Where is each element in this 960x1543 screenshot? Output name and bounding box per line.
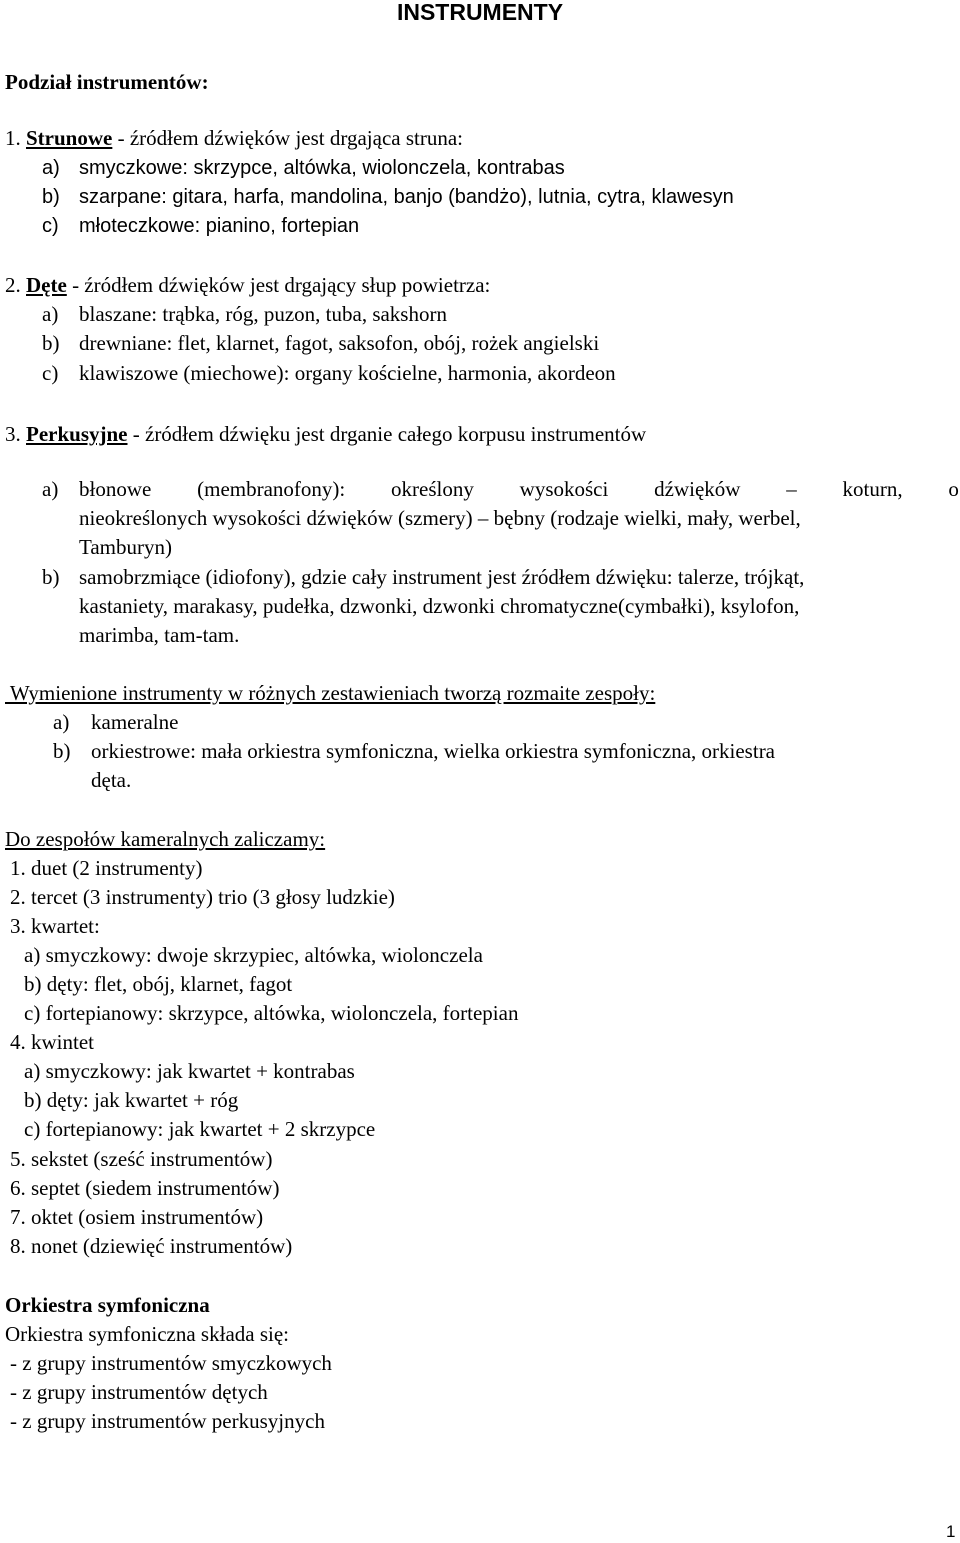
item-text: drewniane: flet, klarnet, fagot, saksofon, obój, rożek angielski: [79, 331, 600, 355]
chamber-line: 1. duet (2 instrumenty): [10, 856, 203, 880]
group-2-desc: - źródłem dźwięków jest drgający słup powietrza:: [66, 273, 491, 297]
item-text: smyczkowe: skrzypce, altówka, wiolonczela, kontrabas: [79, 157, 565, 179]
orchestra-heading: Orkiestra symfoniczna: [5, 1293, 210, 1317]
word: dźwięków: [654, 477, 741, 501]
item-label: c): [42, 361, 59, 385]
group-3-item-b-label: b): [42, 565, 60, 589]
ensembles-item-a-label: a): [53, 710, 70, 734]
item-text: klawiszowe (miechowe): organy kościelne, harmonia, akordeon: [79, 361, 616, 385]
group-1-number: 1.: [5, 126, 21, 150]
ensembles-item-b-line2: dęta.: [91, 768, 132, 792]
item-text: szarpane: gitara, harfa, mandolina, banjo (bandżo), lutnia, cytra, klawesyn: [79, 186, 734, 208]
orchestra-line: - z grupy instrumentów perkusyjnych: [10, 1409, 325, 1433]
group-1-header: [5, 128, 463, 149]
item-label: a): [42, 157, 60, 179]
chamber-line: 3. kwartet:: [10, 914, 100, 938]
orchestra-line: - z grupy instrumentów dętych: [10, 1380, 268, 1404]
item-label: a): [42, 302, 59, 326]
orchestra-line: - z grupy instrumentów smyczkowych: [10, 1351, 332, 1375]
item-label: b): [42, 331, 60, 355]
group-1-name: Strunowe: [26, 126, 113, 150]
group-3-item-b-line2: kastaniety, marakasy, pudełka, dzwonki, dzwonki chromatyczne(cymbałki), ksylofon,: [79, 594, 800, 618]
item-label: b): [42, 186, 60, 208]
group-3-item-a-label: a): [42, 477, 59, 501]
chamber-subline: a) smyczkowy: dwoje skrzypiec, altówka, wiolonczela: [24, 943, 483, 967]
chamber-line: 6. septet (siedem instrumentów): [10, 1176, 280, 1200]
group-1-desc: - źródłem dźwięków jest drgająca struna:: [112, 126, 463, 150]
word: koturn,: [842, 477, 903, 501]
orchestra-intro: Orkiestra symfoniczna składa się:: [5, 1322, 289, 1346]
item-label: c): [42, 215, 59, 237]
group-2-header: [5, 275, 490, 296]
word: wysokości: [519, 477, 609, 501]
group-1-item-b: [42, 186, 734, 208]
chamber-line: 8. nonet (dziewięć instrumentów): [10, 1234, 293, 1258]
page-number: 1: [946, 1522, 956, 1541]
group-1-item-a: [42, 157, 565, 179]
chamber-line: 2. tercet (3 instrumenty) trio (3 głosy ludzkie): [10, 885, 395, 909]
word: określony: [391, 477, 474, 501]
page-title: INSTRUMENTY: [396, 0, 564, 25]
chamber-subline: b) dęty: flet, obój, klarnet, fagot: [24, 972, 293, 996]
group-3-header: [5, 424, 646, 445]
chamber-subline: b) dęty: jak kwartet + róg: [24, 1088, 239, 1112]
group-3-item-b-line3: marimba, tam-tam.: [79, 623, 240, 647]
group-1-item-c: [42, 215, 360, 237]
group-3-item-a-line2: nieokreślonych wysokości dźwięków (szmery) – bębny (rodzaje wielki, mały, werbel,: [79, 506, 801, 530]
group-3-desc: - źródłem dźwięku jest drganie całego korpusu instrumentów: [127, 422, 647, 446]
chamber-line: 5. sekstet (sześć instrumentów): [10, 1147, 273, 1171]
group-2-item-b: [42, 331, 600, 355]
word: –: [786, 477, 797, 501]
group-2-name: Dęte: [26, 273, 67, 297]
ensembles-heading: Wymienione instrumenty w różnych zestawieniach tworzą rozmaite zespoły:: [5, 681, 656, 705]
group-3-item-a-line1: [79, 479, 959, 500]
group-2-number: 2.: [5, 273, 21, 297]
group-3-item-a-line3: Tamburyn): [79, 535, 173, 559]
group-2-item-c: [42, 361, 616, 385]
item-text: blaszane: trąbka, róg, puzon, tuba, sakshorn: [79, 302, 447, 326]
item-text: młoteczkowe: pianino, fortepian: [79, 215, 360, 237]
chamber-subline: c) fortepianowy: skrzypce, altówka, wiolonczela, fortepian: [24, 1001, 519, 1025]
ensembles-item-b-label: b): [53, 739, 71, 763]
chamber-heading: Do zespołów kameralnych zaliczamy:: [5, 827, 326, 851]
division-heading: Podział instrumentów:: [5, 70, 209, 94]
ensembles-item-a-text: kameralne: [91, 710, 179, 734]
group-3-number: 3.: [5, 422, 21, 446]
word: (membranofony):: [197, 477, 346, 501]
word: błonowe: [79, 477, 152, 501]
word: o: [948, 477, 959, 501]
group-3-name: Perkusyjne: [26, 422, 128, 446]
group-2-item-a: [42, 302, 447, 326]
ensembles-item-b-line1: orkiestrowe: mała orkiestra symfoniczna, wielka orkiestra symfoniczna, orkiestra: [91, 739, 776, 763]
chamber-line: 7. oktet (osiem instrumentów): [10, 1205, 264, 1229]
chamber-subline: a) smyczkowy: jak kwartet + kontrabas: [24, 1059, 355, 1083]
group-3-item-b-line1: samobrzmiące (idiofony), gdzie cały instrument jest źródłem dźwięku: talerze, trójkąt,: [79, 565, 805, 589]
chamber-line: 4. kwintet: [10, 1030, 94, 1054]
chamber-subline: c) fortepianowy: jak kwartet + 2 skrzypce: [24, 1117, 376, 1141]
